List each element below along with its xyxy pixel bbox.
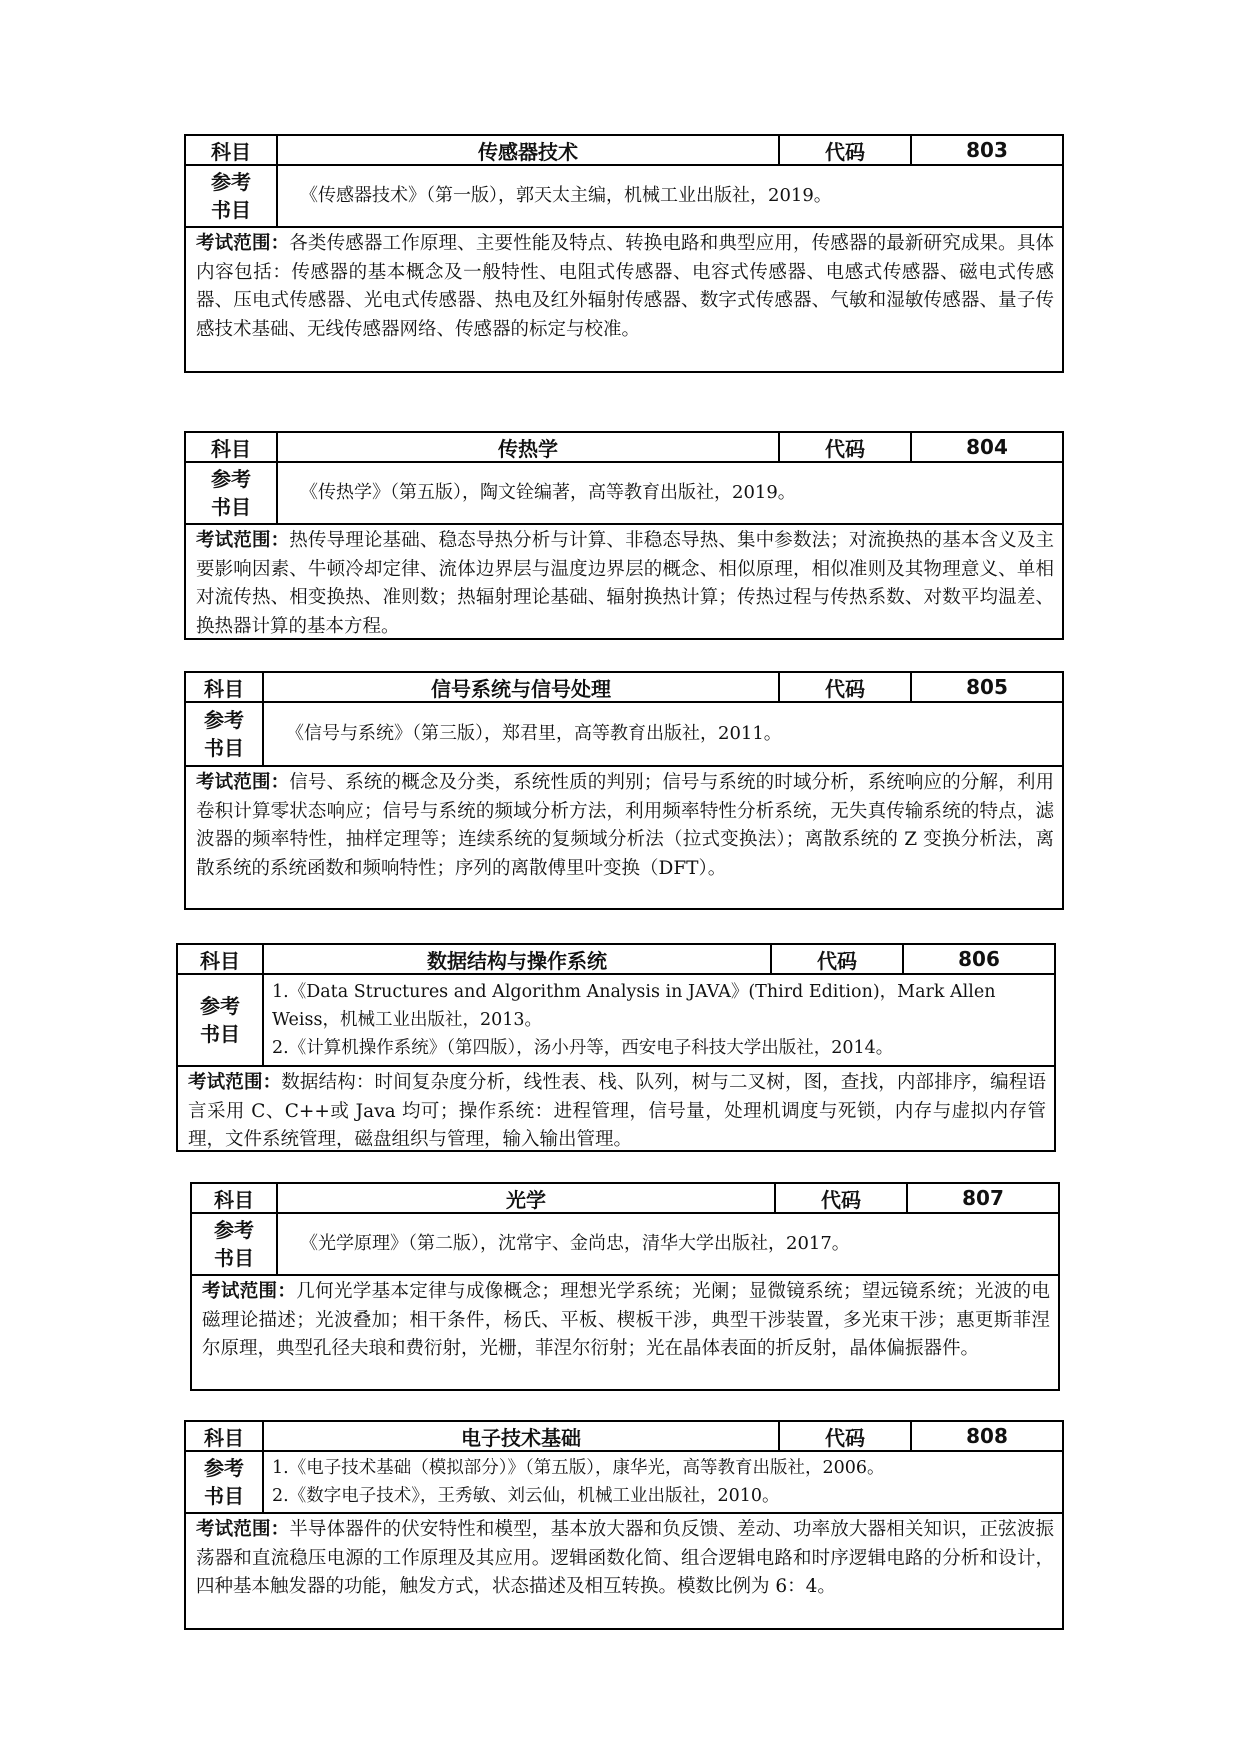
exam-scope bbox=[186, 228, 1062, 346]
subject-name: 数据结构与操作系统 bbox=[264, 945, 772, 973]
reference-label: 参考书目 bbox=[211, 170, 251, 222]
code-value: 806 bbox=[958, 947, 1000, 971]
reference-label: 参考书目 bbox=[204, 1456, 244, 1508]
subject-name: 信号系统与信号处理 bbox=[264, 673, 780, 701]
reference-row bbox=[186, 1452, 1062, 1514]
reference-label: 参考书目 bbox=[214, 1218, 254, 1270]
scope-text: 半导体器件的伏安特性和模型，基本放大器和负反馈、差动、功率放大器相关知识，正弦波振荡器和直流稳压电源的工作原理及其应用。逻辑函数化简、组合逻辑电路和时序逻辑电路的分析和设计，四种基本触发器的功能，触发方式，状态描述及相互转换。模数比例为 6：4。 bbox=[196, 1519, 1054, 1597]
subject-label: 科目 bbox=[186, 1422, 264, 1450]
exam-scope bbox=[186, 525, 1062, 643]
course-table-808 bbox=[184, 1420, 1064, 1630]
code-value: 808 bbox=[966, 1424, 1008, 1448]
exam-scope bbox=[186, 767, 1062, 885]
code-label: 代码 bbox=[780, 136, 912, 164]
exam-scope bbox=[192, 1276, 1058, 1366]
scope-text: 信号、系统的概念及分类，系统性质的判别；信号与系统的时域分析，系统响应的分解，利用卷积计算零状态响应；信号与系统的频域分析方法，利用频率特性分析系统，无失真传输系统的特点，滤波器的频率特性，抽样定理等；连续系统的复频域分析法（拉式变换法）；离散系统的 Z 变换分析法，离散系统的系统函数和频响特性；序列的离散傅里叶变换（DFT）。 bbox=[196, 772, 1054, 879]
code-value: 804 bbox=[966, 435, 1008, 459]
header-row bbox=[186, 1422, 1062, 1452]
subject-name: 光学 bbox=[278, 1184, 776, 1212]
subject-name: 电子技术基础 bbox=[264, 1422, 780, 1450]
reference-book-1: 1.《Data Structures and Algorithm Analysis in JAVA》(Third Edition)，Mark Allen Weiss，机械工业出版社，2013。 bbox=[272, 982, 996, 1030]
scope-label: 考试范围： bbox=[196, 1519, 290, 1540]
reference-book-1: 1.《电子技术基础（模拟部分）》（第五版），康华光，高等教育出版社，2006。 bbox=[272, 1458, 885, 1478]
scope-label: 考试范围： bbox=[188, 1072, 282, 1093]
code-value: 807 bbox=[962, 1186, 1004, 1210]
subject-label: 科目 bbox=[186, 673, 264, 701]
scope-label: 考试范围： bbox=[196, 772, 290, 793]
code-label: 代码 bbox=[780, 433, 912, 461]
header-row bbox=[186, 136, 1062, 166]
subject-label: 科目 bbox=[186, 433, 278, 461]
course-table-804 bbox=[184, 431, 1064, 640]
exam-scope bbox=[186, 1514, 1062, 1604]
code-label: 代码 bbox=[780, 673, 912, 701]
header-row bbox=[178, 945, 1054, 975]
exam-scope bbox=[178, 1067, 1054, 1157]
header-row bbox=[192, 1184, 1058, 1214]
code-label: 代码 bbox=[772, 945, 904, 973]
reference-book: 《传热学》（第五版），陶文铨编著，高等教育出版社，2019。 bbox=[300, 482, 796, 503]
subject-name: 传感器技术 bbox=[278, 136, 780, 164]
code-value: 803 bbox=[966, 138, 1008, 162]
reference-label: 参考书目 bbox=[200, 994, 240, 1046]
code-value: 805 bbox=[966, 675, 1008, 699]
subject-name: 传热学 bbox=[278, 433, 780, 461]
reference-row bbox=[186, 463, 1062, 525]
subject-label: 科目 bbox=[178, 945, 264, 973]
scope-text: 各类传感器工作原理、主要性能及特点、转换电路和典型应用，传感器的最新研究成果。具体内容包括：传感器的基本概念及一般特性、电阻式传感器、电容式传感器、电感式传感器、磁电式传感器、压电式传感器、光电式传感器、热电及红外辐射传感器、数字式传感器、气敏和湿敏传感器、量子传感技术基础、无线传感器网络、传感器的标定与校准。 bbox=[196, 233, 1054, 340]
reference-row bbox=[186, 703, 1062, 767]
reference-book: 《光学原理》（第二版），沈常宇、金尚忠，清华大学出版社，2017。 bbox=[300, 1233, 850, 1254]
header-row bbox=[186, 433, 1062, 463]
course-table-807 bbox=[190, 1182, 1060, 1391]
scope-text: 几何光学基本定律与成像概念；理想光学系统；光阑；显微镜系统；望远镜系统；光波的电磁理论描述；光波叠加；相干条件，杨氏、平板、楔板干涉，典型干涉装置，多光束干涉；惠更斯菲涅尔原理，典型孔径夫琅和费衍射，光栅，菲涅尔衍射；光在晶体表面的折反射，晶体偏振器件。 bbox=[202, 1281, 1050, 1359]
reference-book: 《传感器技术》（第一版），郭天太主编，机械工业出版社，2019。 bbox=[300, 185, 832, 206]
scope-label: 考试范围： bbox=[196, 530, 290, 551]
reference-label: 参考书目 bbox=[211, 467, 251, 519]
reference-row bbox=[186, 166, 1062, 228]
subject-label: 科目 bbox=[192, 1184, 278, 1212]
course-table-805 bbox=[184, 671, 1064, 910]
reference-book-2: 2.《数字电子技术》，王秀敏、刘云仙，机械工业出版社，2010。 bbox=[272, 1486, 780, 1506]
reference-label: 参考书目 bbox=[204, 708, 244, 760]
subject-label: 科目 bbox=[186, 136, 278, 164]
reference-row bbox=[178, 975, 1054, 1067]
scope-label: 考试范围： bbox=[196, 233, 290, 254]
reference-book: 《信号与系统》（第三版），郑君里，高等教育出版社，2011。 bbox=[286, 723, 782, 744]
course-table-803 bbox=[184, 134, 1064, 373]
reference-row bbox=[192, 1214, 1058, 1276]
code-label: 代码 bbox=[780, 1422, 912, 1450]
scope-text: 数据结构：时间复杂度分析，线性表、栈、队列，树与二叉树，图，查找，内部排序，编程语言采用 C、C++或 Java 均可；操作系统：进程管理，信号量，处理机调度与死锁，内存与虚拟内存管理，文件系统管理，磁盘组织与管理，输入输出管理。 bbox=[188, 1072, 1046, 1150]
course-table-806 bbox=[176, 943, 1056, 1152]
scope-text: 热传导理论基础、稳态导热分析与计算、非稳态导热、集中参数法；对流换热的基本含义及主要影响因素、牛顿冷却定律、流体边界层与温度边界层的概念、相似原理，相似准则及其物理意义、单相对流传热、相变换热、准则数；热辐射理论基础、辐射换热计算；传热过程与传热系数、对数平均温差、换热器计算的基本方程。 bbox=[196, 530, 1054, 637]
code-label: 代码 bbox=[776, 1184, 908, 1212]
scope-label: 考试范围： bbox=[202, 1281, 297, 1302]
reference-book-2: 2.《计算机操作系统》（第四版），汤小丹等，西安电子科技大学出版社，2014。 bbox=[272, 1038, 894, 1058]
header-row bbox=[186, 673, 1062, 703]
